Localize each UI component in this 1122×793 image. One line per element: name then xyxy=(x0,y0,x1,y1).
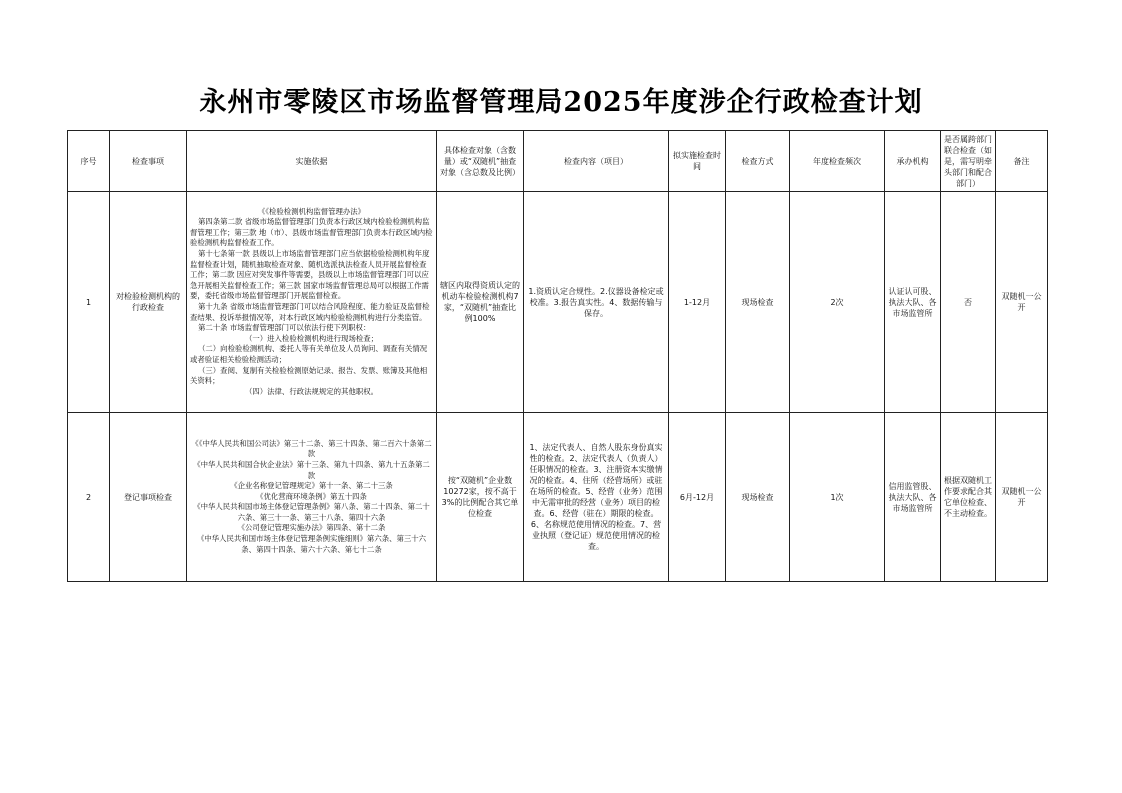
cell-freq: 1次 xyxy=(790,413,885,582)
basis-line: 《优化营商环境条例》第五十四条 xyxy=(256,491,367,501)
cell-time: 6月-12月 xyxy=(669,413,726,582)
cell-basis xyxy=(187,192,437,413)
basis-line: 第四条第二款 省级市场监督管理部门负责本行政区域内检验检测机构监督管理工作；第三款 地（市）、县级市场监督管理部门负责本行政区域内检验检测机构监督检查工作。 xyxy=(190,217,433,248)
header-remark: 备注 xyxy=(996,131,1048,192)
basis-line: 《企业名称登记管理规定》第十一条、第二十三条 xyxy=(230,481,393,491)
header-item: 检查事项 xyxy=(110,131,187,192)
basis-line: （一）进入检验检测机构进行现场检查； xyxy=(244,333,379,343)
cell-target: 辖区内取得资质认定的机动车检验检测机构7家，“双随机”抽查比例100% xyxy=(437,192,524,413)
table-header-row xyxy=(68,131,1048,192)
basis-line: （三）查阅、复制有关检验检测原始记录、报告、发票、账簿及其他相关资料； xyxy=(190,365,428,386)
cell-joint: 根据双随机工作要求配合其它单位检查、不主动检查。 xyxy=(941,413,996,582)
cell-basis xyxy=(187,413,437,582)
header-target: 具体检查对象（含数量）或“双随机”抽查对象（含总数及比例） xyxy=(437,131,524,192)
cell-target: 按“双随机”企业数10272家，按不高于3%的比例配合其它单位检查 xyxy=(437,413,524,582)
basis-line: （四）法律、行政法规规定的其他职权。 xyxy=(244,386,379,396)
header-joint: 是否属跨部门联合检查（如是，需写明牵头部门和配合部门） xyxy=(941,131,996,192)
header-freq: 年度检查频次 xyxy=(790,131,885,192)
table-row xyxy=(68,192,1048,413)
cell-item: 对检验检测机构的行政检查 xyxy=(110,192,187,413)
basis-line: 《中华人民共和国合伙企业法》第十三条、第九十四条、第九十五条第二款 xyxy=(193,459,430,480)
cell-no: 1 xyxy=(68,192,110,413)
cell-item: 登记事项检查 xyxy=(110,413,187,582)
cell-joint: 否 xyxy=(941,192,996,413)
cell-freq: 2次 xyxy=(790,192,885,413)
basis-line: 《中华人民共和国市场主体登记管理条例》第八条、第二十四条、第二十六条、第三十一条、第三十八条、第四十六条 xyxy=(193,502,430,522)
basis-line: 第十七条第一款 县级以上市场监督管理部门应当依据检验检测机构年度监督检查计划，随机抽取检查对象、随机选派执法检查人员开展监督检查工作；第二款 因应对突发事件等需要，县级以上市场监督管理部门可以应急开展相关监督检查工作；第三款 国家市场监督管理总局可以根据工作需要，委托省级市场监督管理部门开展监督检查。 xyxy=(190,249,430,301)
cell-content: 1.资质认定合规性。2.仪器设备检定或校准。3.报告真实性。4、数据传输与保存。 xyxy=(524,192,669,413)
basis-line: 第二十条 市场监督管理部门可以依法行使下列职权： xyxy=(198,323,371,333)
cell-content: 1、法定代表人、自然人股东身份真实性的检查。2、法定代表人（负责人）任职情况的检查。3、注册资本实缴情况的检查。4、住所（经营场所）或驻在场所的检查。5、经营（业务）范围中无需审批的经营（业务）项目的检查。6、经营（驻在）期限的检查。6、名称规范使用情况的检查。7、营业执照（登记证）规范使用情况的检查。 xyxy=(524,413,669,582)
cell-method: 现场检查 xyxy=(726,413,790,582)
basis-line: 《中华人民共和国市场主体登记管理条例实施细则》第六条、第三十六条、第四十四条、第六十六条、第七十二条 xyxy=(196,534,427,554)
header-content: 检查内容（项目） xyxy=(524,131,669,192)
basis-line: 《《中华人民共和国公司法》第三十二条、第三十四条、第二百六十条第二款 xyxy=(191,438,432,459)
basis-line: 《《检验检测机构监督管理办法》 xyxy=(257,206,366,216)
header-basis: 实施依据 xyxy=(187,131,437,192)
inspection-plan-table xyxy=(67,130,1048,582)
page-title: 永州市零陵区市场监督管理局2025年度涉企行政检查计划 xyxy=(199,87,923,118)
cell-time: 1-12月 xyxy=(669,192,726,413)
header-org: 承办机构 xyxy=(885,131,941,192)
cell-remark: 双随机一公开 xyxy=(996,192,1048,413)
basis-line: 《公司登记管理实施办法》第四条、第十二条 xyxy=(237,523,386,533)
cell-org: 信用监管股、执法大队、各市场监管所 xyxy=(885,413,941,582)
header-method: 检查方式 xyxy=(726,131,790,192)
table-row xyxy=(68,413,1048,582)
basis-line: （二）向检验检测机构、委托人等有关单位及人员询问、调查有关情况或者验证相关检验检测活动； xyxy=(190,344,428,364)
cell-remark: 双随机一公开 xyxy=(996,413,1048,582)
cell-no: 2 xyxy=(68,413,110,582)
header-time: 拟实施检查时间 xyxy=(669,131,726,192)
cell-org: 认证认可股、执法大队、各市场监管所 xyxy=(885,192,941,413)
cell-method: 现场检查 xyxy=(726,192,790,413)
basis-line: 第十九条 省级市场监督管理部门可以结合风险程度、能力验证及监督检查结果、投诉举报情况等，对本行政区域内检验检测机构进行分类监管。 xyxy=(190,302,430,322)
header-no: 序号 xyxy=(68,131,110,192)
